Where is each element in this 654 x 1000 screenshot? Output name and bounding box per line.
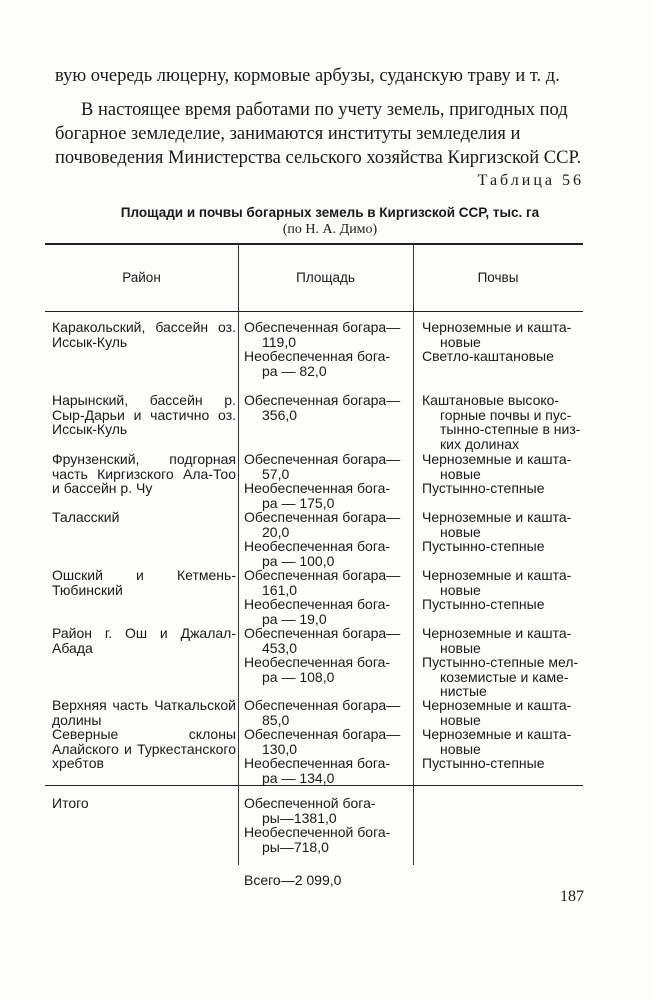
row-soils: Черноземные и кашта- новые Пустынно-степные: [422, 726, 572, 771]
row-soils: Черноземные и кашта- новые Пустынно-степные: [422, 567, 572, 612]
column-divider-2: [413, 245, 414, 865]
row-region: Нарынский, бассейн р. Сыр-Дарьи и частично оз. Иссык-Куль: [52, 392, 236, 437]
row-area: Обеспеченная богара— 119,0 Необеспеченная бога- ра — 82,0: [244, 319, 401, 379]
row-soils: Каштановые высоко- горные почвы и пус- тынно-степные в низ- ких долинах: [422, 392, 581, 452]
header-region: Район: [122, 270, 161, 285]
row-area: Обеспеченная богара— 130,0 Необеспеченная бога- ра — 134,0: [244, 726, 401, 786]
row-soils: Черноземные и кашта- новые Пустынно-степные: [422, 509, 572, 554]
row-area: Обеспеченная богара— 85,0: [244, 697, 401, 728]
row-region: Таласский: [52, 509, 120, 525]
row-area: Обеспеченная богара— 57,0 Необеспеченная бога- ра — 175,0: [244, 451, 401, 511]
row-region: Северные склоны Алайского и Туркестанского хребтов: [52, 726, 236, 771]
row-region: Каракольский, бассейн оз. Иссык-Куль: [52, 319, 236, 350]
row-region: Ошский и Кетмень-Тюбинский: [52, 567, 236, 598]
table-title: Площади и почвы богарных земель в Киргизской ССР, тыс. га: [120, 205, 540, 220]
page-number: 187: [560, 888, 584, 905]
row-region: Фрунзенский, подгорная часть Киргизского Ала-Тоо и бассейн р. Чу: [52, 451, 236, 496]
table-top-rule: [45, 243, 583, 245]
row-region-total: Итого: [52, 795, 89, 811]
row-area: Обеспеченная богара— 453,0 Необеспеченная бога- ра — 108,0: [244, 625, 401, 685]
paragraph-institutes: В настоящее время работами по учету земель, пригодных под богарное земледелие, занимаются институты земледелия и почвоведения Министерства сельского хозяйства Киргизской ССР.: [55, 100, 582, 168]
paragraph-continuation: вую очередь люцерну, кормовые арбузы, суданскую траву и т. д.: [55, 66, 560, 86]
grand-total: Всего—2 099,0: [244, 872, 342, 888]
row-soils: Черноземные и кашта- новые: [422, 697, 572, 728]
row-region: Район г. Ош и Джалал-Абада: [52, 625, 236, 656]
header-area: Площадь: [296, 270, 355, 285]
row-area: Обеспеченная богара— 356,0: [244, 392, 401, 423]
row-soils: Черноземные и кашта- новые Светло-каштановые: [422, 319, 572, 364]
row-soils: Черноземные и кашта- новые Пустынно-степные: [422, 451, 572, 496]
table-header-rule: [45, 311, 583, 312]
row-area: Обеспеченная богара— 161,0 Необеспеченная бога- ра — 19,0: [244, 567, 401, 627]
row-region: Верхняя часть Чаткальской долины: [52, 697, 236, 728]
row-soils: Черноземные и кашта- новые Пустынно-степные мел- коземистые и каме- нистые: [422, 625, 579, 699]
header-soils: Почвы: [477, 270, 519, 285]
row-area-total: Обеспеченной бога- ры—1381,0 Необеспеченной бога- ры—718,0: [244, 795, 391, 855]
table-subtitle: (по Н. А. Димо): [282, 222, 378, 237]
table-label: Таблица 56: [477, 172, 584, 189]
column-divider-1: [238, 245, 239, 865]
row-area: Обеспеченная богара— 20,0 Необеспеченная бога- ра — 100,0: [244, 509, 401, 569]
